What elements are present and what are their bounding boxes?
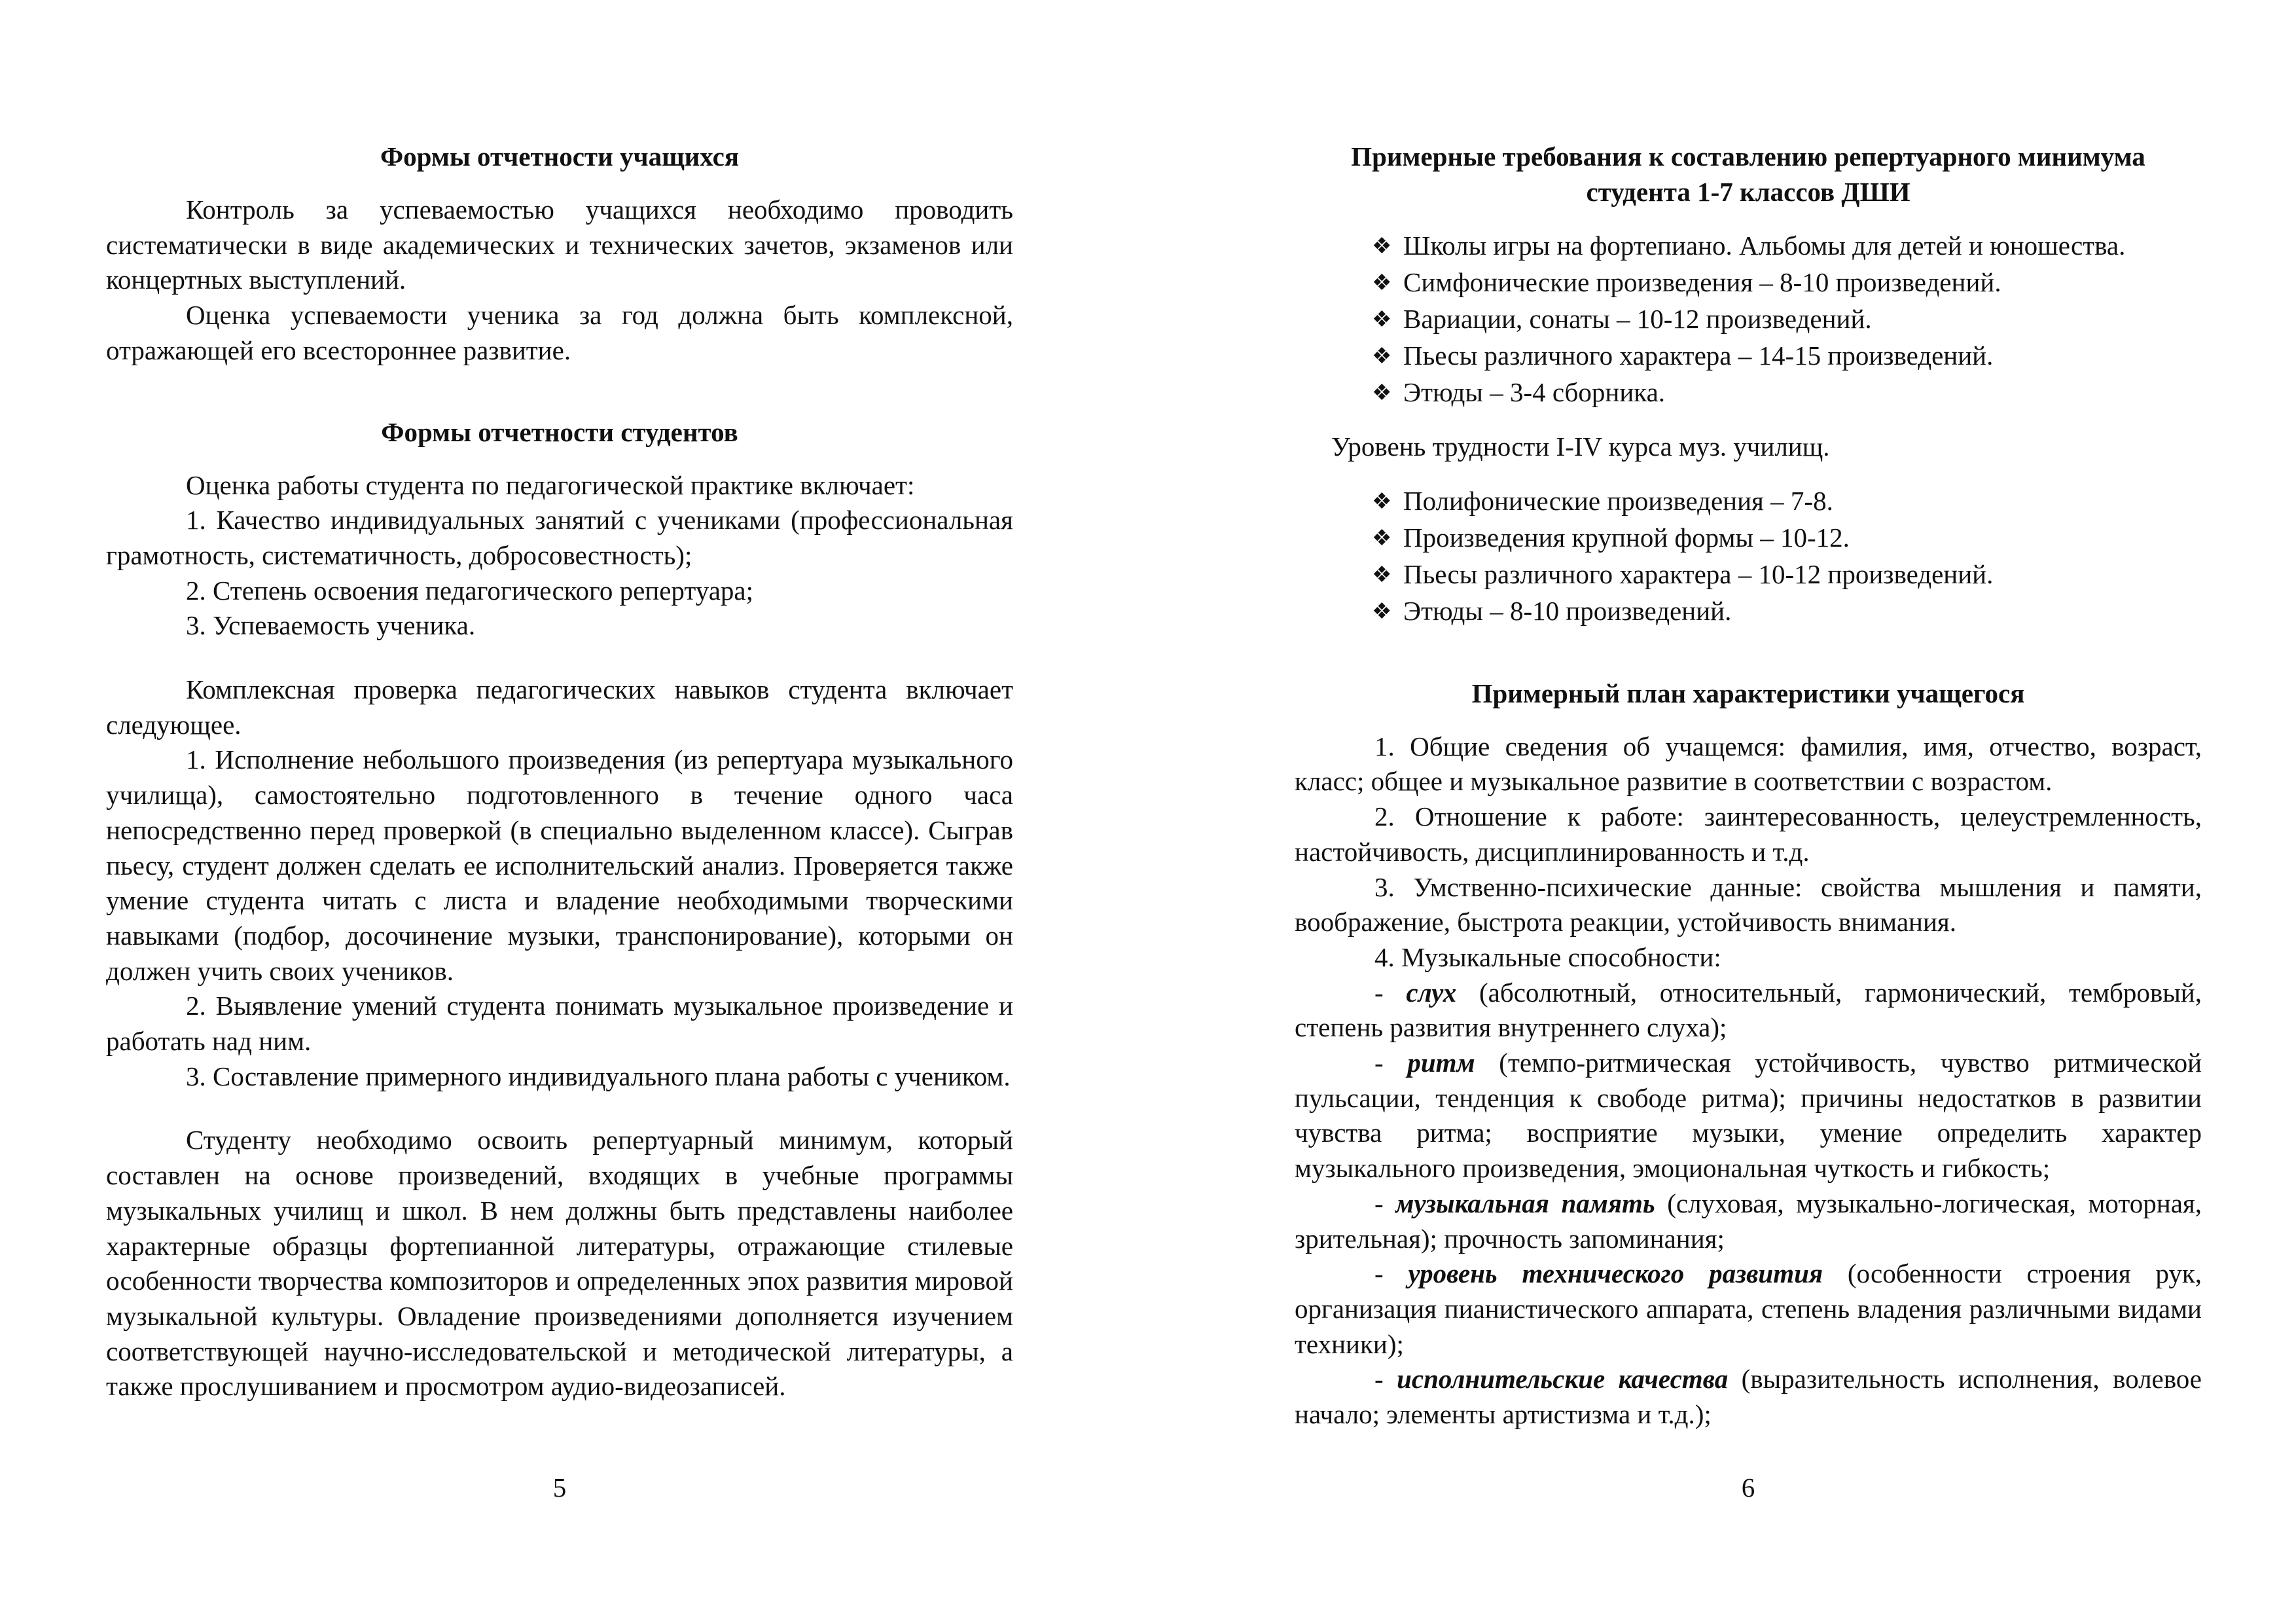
ability-term: музыкальная память <box>1395 1188 1655 1218</box>
paragraph: Оценка работы студента по педагогической практике включает: <box>186 469 915 500</box>
list-item: 3. Составление примерного индивидуального плана работы с учеником. <box>186 1061 1011 1091</box>
list-item: 2. Выявление умений студента понимать музыкальное произведение и работать над ним. <box>106 991 1013 1057</box>
list-item: ❖ Симфонические произведения – 8-10 произведений. <box>1372 264 2202 301</box>
list-item: ❖ Пьесы различного характера – 10-12 произведений. <box>1372 556 2202 593</box>
list-item: ❖ Этюды – 8-10 произведений. <box>1372 593 2202 630</box>
paragraph: Контроль за успеваемостью учащихся необходимо проводить систематически в виде академических и технических зачетов, экзаменов или концертных выступлений. <box>106 194 1013 295</box>
page-number: 5 <box>552 1472 567 1503</box>
bullet-list-school <box>1295 228 2202 411</box>
ability-item: - ритм (темпо-ритмическая устойчивость, чувство ритмической пульсации, тенденция к свободе ритма); причины недостатков в развитии чувства ритма; восприятие музыки, умение определить характер музыкального произведения, эмоциональная чуткость и гибкость; <box>1295 1048 2202 1184</box>
list-item: 3. Успеваемость ученика. <box>186 610 476 641</box>
list-item: ❖ Произведения крупной формы – 10-12. <box>1372 520 2202 556</box>
heading-characteristic-plan: Примерный план характеристики учащегося <box>1471 678 2025 708</box>
paragraph: Оценка успеваемости ученика за год должна быть комплексной, отражающей его всестороннее развитие. <box>106 300 1013 365</box>
list-item: ❖ Школы игры на фортепиано. Альбомы для детей и юношества. <box>1372 228 2202 264</box>
diamond-bullet-icon: ❖ <box>1372 271 1392 295</box>
list-item: ❖ Этюды – 3-4 сборника. <box>1372 374 2202 411</box>
ability-item: - исполнительские качества (выразительность исполнения, волевое начало; элементы артистизма и т.д.); <box>1295 1364 2202 1430</box>
left-column <box>106 139 1013 1404</box>
diamond-bullet-icon: ❖ <box>1372 599 1392 624</box>
diamond-bullet-icon: ❖ <box>1372 526 1392 551</box>
diamond-bullet-icon: ❖ <box>1372 344 1392 369</box>
list-item: ❖ Пьесы различного характера – 14-15 произведений. <box>1372 338 2202 374</box>
heading-repertoire-requirements <box>1295 139 2202 210</box>
plan-item: 3. Умственно-психические данные: свойства мышления и памяти, воображение, быстрота реакции, устойчивость внимания. <box>1295 871 2202 938</box>
ability-item: - слух (абсолютный, относительный, гармонический, тембровый, степень развития внутреннего слуха); <box>1295 977 2202 1043</box>
diamond-bullet-icon: ❖ <box>1372 308 1392 332</box>
bullet-list-college <box>1295 483 2202 630</box>
ability-item: - музыкальная память (слуховая, музыкально-логическая, моторная, зрительная); прочность запоминания; <box>1295 1188 2202 1254</box>
list-item: 2. Степень освоения педагогического репертуара; <box>186 575 753 606</box>
ability-term: уровень технического развития <box>1408 1258 1823 1289</box>
diamond-bullet-icon: ❖ <box>1372 234 1392 259</box>
paragraph: Студенту необходимо освоить репертуарный минимум, который составлен на основе произведений, входящих в учебные программы музыкальных училищ и школ. В нем должны быть представлены наиболее характерные образцы фортепианной литературы, отражающие стилевые особенности творчества композиторов и определенных эпох развития мировой музыкальной культуры. Овладение произведениями дополняется изучением соответствующей научно-исследовательской и методической литературы, а также прослушиванием и просмотром аудио-видеозаписей. <box>106 1125 1013 1402</box>
heading-line: Примерные требования к составлению репертуарного минимума <box>1351 141 2145 172</box>
diamond-bullet-icon: ❖ <box>1372 489 1392 514</box>
page-number: 6 <box>1741 1472 1755 1503</box>
ability-term: ритм <box>1407 1048 1475 1078</box>
list-item: ❖ Полифонические произведения – 7-8. <box>1372 483 2202 520</box>
diamond-bullet-icon: ❖ <box>1372 381 1392 405</box>
plan-item: 1. Общие сведения об учащемся: фамилия, имя, отчество, возраст, класс; общее и музыкальное развитие в соответствии с возрастом. <box>1295 731 2202 797</box>
list-item: 1. Качество индивидуальных занятий с учениками (профессиональная грамотность, систематичность, добросовестность); <box>106 505 1013 570</box>
ability-term: слух <box>1406 977 1457 1008</box>
paragraph: Комплексная проверка педагогических навыков студента включает следующее. <box>106 674 1013 740</box>
difficulty-level: Уровень трудности I-IV курса муз. училищ. <box>1331 431 1830 462</box>
ability-item: - уровень технического развития (особенности строения рук, организация пианистического аппарата, степень владения различными видами техники); <box>1295 1258 2202 1359</box>
plan-item: 2. Отношение к работе: заинтересованность, целеустремленность, настойчивость, дисциплинированность и т.д. <box>1295 801 2202 867</box>
heading-students-reporting: Формы отчетности студентов <box>381 416 738 447</box>
heading-student-reporting: Формы отчетности учащихся <box>380 141 740 172</box>
diamond-bullet-icon: ❖ <box>1372 562 1392 587</box>
list-item: 1. Исполнение небольшого произведения (из репертуара музыкального училища), самостоятельно подготовленного в течение одного часа непосредственно перед проверкой (в специально выделенном классе). Сыграв пьесу, студент должен сделать ее исполнительский анализ. Проверяется также умение студента читать с листа и владение необходимыми творческими навыками (подбор, досочинение музыки, транспонирование), которыми он должен учить своих учеников. <box>106 744 1013 986</box>
right-column <box>1295 139 2202 1432</box>
plan-item: 4. Музыкальные способности: <box>1374 941 1721 972</box>
page-left <box>106 0 1013 1623</box>
list-item: ❖ Вариации, сонаты – 10-12 произведений. <box>1372 301 2202 338</box>
page-right <box>1295 0 2202 1623</box>
ability-term: исполнительские качества <box>1397 1364 1729 1395</box>
heading-line: студента 1-7 классов ДШИ <box>1586 177 1910 207</box>
